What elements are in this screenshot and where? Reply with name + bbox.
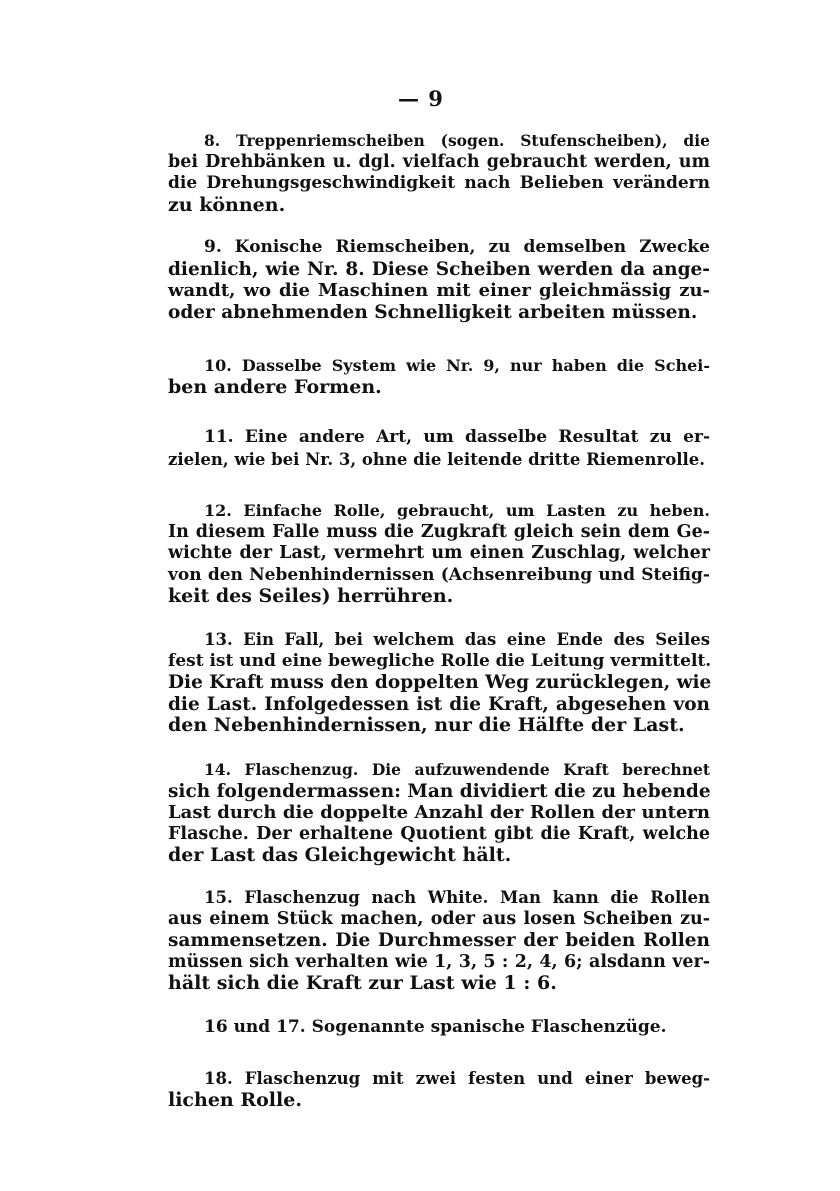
entry-16-17: [168, 1017, 710, 1039]
entry-line: ben andere Formen.: [168, 375, 382, 398]
entry-line: den Nebenhindernissen, nur die Hälfte der Last.: [168, 714, 685, 737]
entry-line: Last durch die doppelte Anzahl der Rollen der untern: [168, 802, 710, 824]
entry-9: [168, 237, 710, 323]
entry-line: müssen sich verhalten wie 1, 3, 5 : 2, 4, 6; alsdann ver-: [168, 951, 710, 972]
entry-line: bei Drehbänken u. dgl. vielfach gebraucht werden, um: [168, 151, 710, 172]
entry-line: 14. Flaschenzug. Die aufzuwendende Kraft berechnet: [204, 760, 710, 779]
entry-line: Flasche. Der erhaltene Quotient gibt die Kraft, welche: [168, 823, 710, 844]
entry-line: der Last das Gleichgewicht hält.: [168, 844, 512, 867]
entry-line: oder abnehmenden Schnelligkeit arbeiten müssen.: [168, 301, 698, 323]
entry-line: sammensetzen. Die Durchmesser der beiden Rollen: [168, 930, 710, 952]
entry-line: 11. Eine andere Art, um dasselbe Resultat zu er-: [204, 427, 710, 447]
entry-line: 15. Flaschenzug nach White. Man kann die Rollen: [204, 888, 710, 907]
page-number: — 9: [398, 86, 444, 111]
entry-8: [168, 130, 710, 216]
entry-line: 9. Konische Riemscheiben, zu demselben Zwecke: [204, 237, 710, 257]
entry-line: lichen Rolle.: [168, 1088, 302, 1111]
entry-line: die Last. Infolgedessen ist die Kraft, abgesehen von: [168, 693, 710, 715]
entry-18: [168, 1068, 710, 1111]
entry-line: sich folgendermassen: Man dividiert die zu hebende: [168, 780, 711, 802]
entry-line: wandt, wo die Maschinen mit einer gleichmässig zu-: [168, 280, 710, 302]
entry-line: Die Kraft muss den doppelten Weg zurücklegen, wie: [168, 672, 712, 694]
entry-line: keit des Seiles) herrühren.: [168, 585, 454, 608]
entry-line: dienlich, wie Nr. 8. Diese Scheiben werden da ange-: [168, 258, 710, 280]
entry-line: zu können.: [168, 193, 286, 216]
entry-15: [168, 887, 710, 995]
entry-11: [168, 427, 710, 470]
entry-line: wichte der Last, vermehrt um einen Zuschlag, welcher: [168, 543, 710, 564]
entry-line: 10. Dasselbe System wie Nr. 9, nur haben die Schei-: [204, 356, 710, 375]
entry-line: In diesem Falle muss die Zugkraft gleich sein dem Ge-: [168, 521, 710, 542]
entry-14: [168, 759, 710, 867]
entry-line: aus einem Stück machen, oder aus losen Scheiben zu-: [168, 908, 710, 929]
entry-line: 13. Ein Fall, bei welchem das eine Ende des Seiles: [204, 630, 710, 649]
entry-line: 18. Flaschenzug mit zwei festen und einer beweg-: [204, 1069, 710, 1088]
entry-13: [168, 629, 710, 737]
entry-10: [168, 355, 710, 398]
entry-line: 12. Einfache Rolle, gebraucht, um Lasten zu heben.: [204, 501, 710, 520]
entry-line: hält sich die Kraft zur Last wie 1 : 6.: [168, 972, 557, 995]
entry-12: [168, 500, 710, 608]
entry-line: fest ist und eine bewegliche Rolle die Leitung vermittelt.: [168, 650, 712, 671]
entry-line: von den Nebenhindernissen (Achsenreibung und Steifig-: [168, 564, 710, 585]
entry-line: zielen, wie bei Nr. 3, ohne die leitende dritte Riemenrolle.: [168, 449, 705, 469]
entry-line: die Drehungsgeschwindigkeit nach Belieben verändern: [168, 173, 710, 194]
entry-line: 16 und 17. Sogenannte spanische Flaschenzüge.: [204, 1017, 667, 1037]
entry-line: 8. Treppenriemscheiben (sogen. Stufenscheiben), die: [204, 131, 710, 150]
